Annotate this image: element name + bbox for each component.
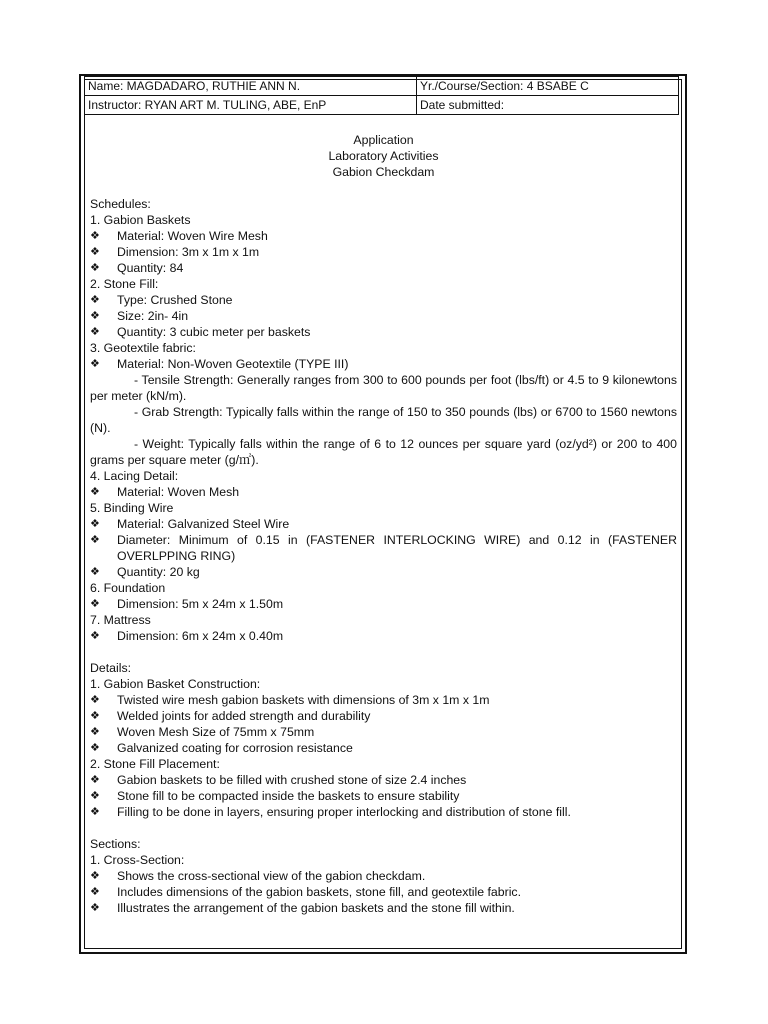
list-item: ❖ Welded joints for added strength and durability bbox=[90, 709, 371, 723]
schedule-4-title: 4. Lacing Detail: bbox=[90, 469, 179, 483]
document-title bbox=[90, 132, 677, 180]
list-item: ❖ Material: Woven Wire Mesh bbox=[90, 229, 268, 243]
schedule-7-title: 7. Mattress bbox=[90, 613, 151, 627]
diamond-bullet-icon: ❖ bbox=[90, 742, 100, 754]
list-item: ❖ Quantity: 20 kg bbox=[90, 565, 200, 579]
list-item: ❖ Dimension: 3m x 1m x 1m bbox=[90, 245, 260, 259]
diamond-bullet-icon: ❖ bbox=[90, 694, 100, 706]
title-line-3: Gabion Checkdam bbox=[332, 165, 435, 179]
document-body bbox=[90, 132, 677, 916]
diamond-bullet-icon: ❖ bbox=[90, 598, 100, 610]
schedule-2-title: 2. Stone Fill: bbox=[90, 277, 159, 291]
list-item: ❖ Galvanized coating for corrosion resistance bbox=[90, 741, 353, 755]
list-item: ❖ Stone fill to be compacted inside the baskets to ensure stability bbox=[90, 789, 460, 803]
instructor-name: Instructor: RYAN ART M. TULING, ABE, EnP bbox=[85, 96, 417, 115]
diamond-bullet-icon: ❖ bbox=[90, 358, 100, 370]
list-item: ❖ Illustrates the arrangement of the gabion baskets and the stone fill within. bbox=[90, 901, 515, 915]
diamond-bullet-icon: ❖ bbox=[90, 246, 100, 258]
course-section: Yr./Course/Section: 4 BSABE C bbox=[417, 77, 679, 96]
diamond-bullet-icon: ❖ bbox=[90, 326, 100, 338]
student-name: Name: MAGDADARO, RUTHIE ANN N. bbox=[85, 77, 417, 96]
title-line-1: Application bbox=[353, 133, 414, 147]
list-item: ❖ Material: Non-Woven Geotextile (TYPE III) bbox=[90, 357, 349, 371]
diamond-bullet-icon: ❖ bbox=[90, 902, 100, 914]
diamond-bullet-icon: ❖ bbox=[90, 726, 100, 738]
list-item: ❖ Dimension: 6m x 24m x 0.40m bbox=[90, 629, 284, 643]
diamond-bullet-icon: ❖ bbox=[90, 870, 100, 882]
grab-strength-text: - Grab Strength: Typically falls within the range of 150 to 350 pounds (lbs) or 6700 to 1560 newtons (N). bbox=[90, 405, 677, 435]
details-heading: Details: bbox=[90, 661, 132, 675]
sections-heading: Sections: bbox=[90, 837, 141, 851]
diamond-bullet-icon: ❖ bbox=[90, 294, 100, 306]
schedule-5-title: 5. Binding Wire bbox=[90, 501, 174, 515]
schedules-heading: Schedules: bbox=[90, 197, 151, 211]
diamond-bullet-icon: ❖ bbox=[90, 806, 100, 818]
schedule-6-title: 6. Foundation bbox=[90, 581, 166, 595]
title-line-2: Laboratory Activities bbox=[328, 149, 439, 163]
spacer bbox=[90, 644, 677, 660]
detail-1-title: 1. Gabion Basket Construction: bbox=[90, 677, 261, 691]
list-item: ❖ Diameter: Minimum of 0.15 in (FASTENER INTERLOCKING WIRE) and 0.12 in (FASTENER OVERLPPING RING) bbox=[90, 533, 677, 563]
spacer bbox=[90, 180, 677, 196]
date-submitted: Date submitted: bbox=[417, 96, 679, 115]
weight-text: - Weight: Typically falls within the range of 6 to 12 ounces per square yard (oz/yd²) or 200 to 400 grams per square meter (g/㎡). bbox=[90, 437, 677, 467]
list-item: ❖ Material: Woven Mesh bbox=[90, 485, 240, 499]
diamond-bullet-icon: ❖ bbox=[90, 518, 100, 530]
list-item: ❖ Filling to be done in layers, ensuring proper interlocking and distribution of stone fill. bbox=[90, 805, 571, 819]
diamond-bullet-icon: ❖ bbox=[90, 566, 100, 578]
diamond-bullet-icon: ❖ bbox=[90, 710, 100, 722]
list-item: ❖ Material: Galvanized Steel Wire bbox=[90, 517, 290, 531]
diamond-bullet-icon: ❖ bbox=[90, 486, 100, 498]
diamond-bullet-icon: ❖ bbox=[90, 310, 100, 322]
detail-2-title: 2. Stone Fill Placement: bbox=[90, 757, 220, 771]
diamond-bullet-icon: ❖ bbox=[90, 886, 100, 898]
header-table bbox=[84, 76, 679, 115]
header-row-2 bbox=[85, 96, 679, 115]
list-item: ❖ Type: Crushed Stone bbox=[90, 293, 233, 307]
list-item: ❖ Gabion baskets to be filled with crushed stone of size 2.4 inches bbox=[90, 773, 467, 787]
tensile-strength-text: - Tensile Strength: Generally ranges from 300 to 600 pounds per foot (lbs/ft) or 4.5 to 9 kilonewtons per meter (kN/m). bbox=[90, 373, 677, 403]
list-item: ❖ Shows the cross-sectional view of the gabion checkdam. bbox=[90, 869, 426, 883]
list-item: ❖ Size: 2in- 4in bbox=[90, 309, 189, 323]
list-item: ❖ Twisted wire mesh gabion baskets with dimensions of 3m x 1m x 1m bbox=[90, 693, 490, 707]
list-item: ❖ Quantity: 84 bbox=[90, 261, 184, 275]
schedule-3-title: 3. Geotextile fabric: bbox=[90, 341, 196, 355]
diamond-bullet-icon: ❖ bbox=[90, 790, 100, 802]
diamond-bullet-icon: ❖ bbox=[90, 534, 100, 546]
diamond-bullet-icon: ❖ bbox=[90, 630, 100, 642]
header-row-1 bbox=[85, 77, 679, 96]
schedule-1-title: 1. Gabion Baskets bbox=[90, 213, 191, 227]
list-item: ❖ Quantity: 3 cubic meter per baskets bbox=[90, 325, 311, 339]
list-item: ❖ Dimension: 5m x 24m x 1.50m bbox=[90, 597, 284, 611]
diamond-bullet-icon: ❖ bbox=[90, 230, 100, 242]
list-item: ❖ Woven Mesh Size of 75mm x 75mm bbox=[90, 725, 315, 739]
spacer bbox=[90, 820, 677, 836]
list-item: ❖ Includes dimensions of the gabion baskets, stone fill, and geotextile fabric. bbox=[90, 885, 521, 899]
section-1-title: 1. Cross-Section: bbox=[90, 853, 185, 867]
diamond-bullet-icon: ❖ bbox=[90, 774, 100, 786]
diamond-bullet-icon: ❖ bbox=[90, 262, 100, 274]
